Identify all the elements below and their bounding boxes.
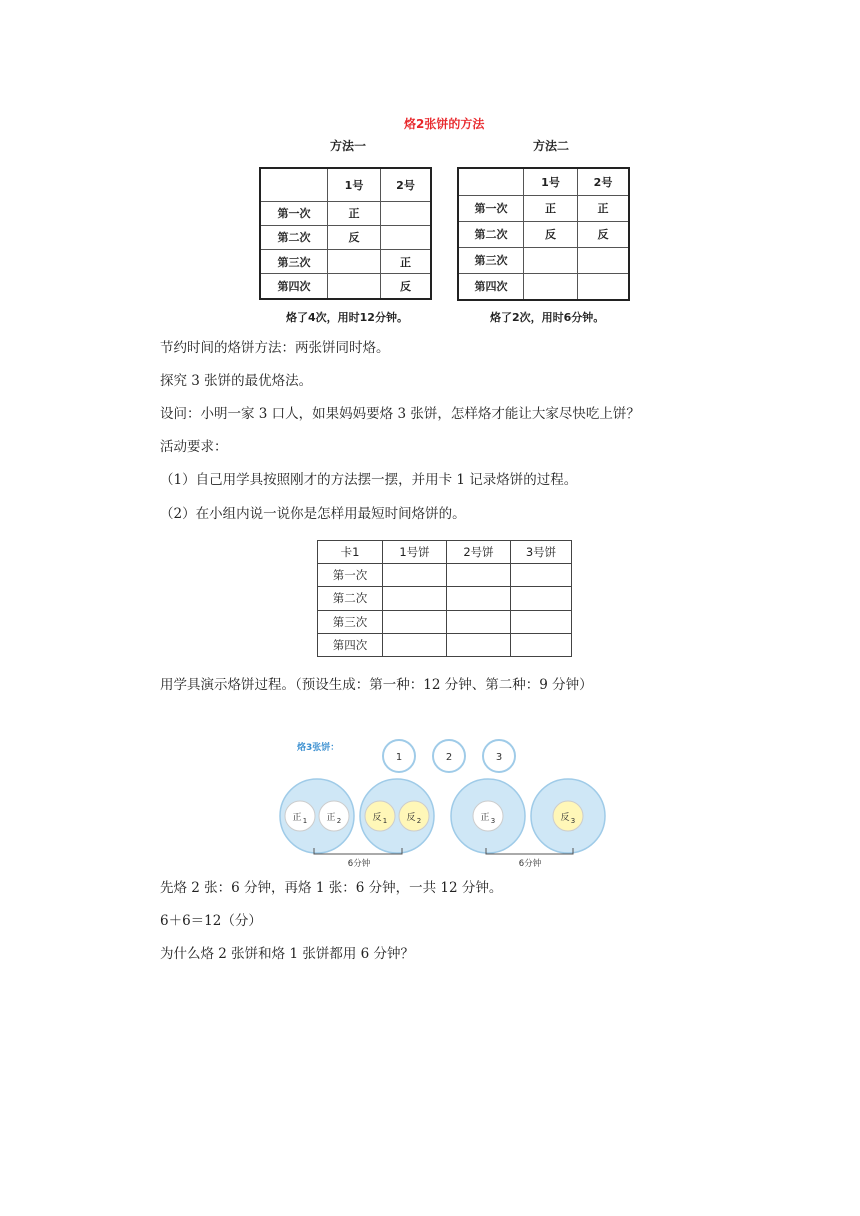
method1-cell [328,250,381,274]
figure-title: 烙2张饼的方法 [404,117,485,131]
method1-row-label: 第三次 [260,250,328,274]
method1-row-label: 第四次 [260,274,328,299]
card1-empty-cell [511,587,572,610]
method2-cell [578,273,630,300]
method2-cell [524,247,578,273]
card1-empty-cell [447,633,511,656]
method1-row-label: 第二次 [260,225,328,249]
time-label-1: 6分钟 [347,859,371,869]
pan-1-right-label: 正 [326,813,336,823]
method2-cell: 正 [578,195,630,221]
method1-cell [328,274,381,299]
pan-4-label: 反 [560,813,570,823]
paragraph-1: 节约时间的烙饼方法：两张饼同时烙。 [160,340,390,356]
method1-caption: 烙了4次，用时12分钟。 [286,311,408,324]
method1-label: 方法一 [330,139,367,153]
method2-cell [578,247,630,273]
method2-caption: 烙了2次，用时6分钟。 [490,311,605,324]
pan-2-right-label: 反 [406,813,416,823]
card1-row-label: 第四次 [318,633,383,656]
paragraph-3: 设问：小明一家 3 口人，如果妈妈要烙 3 张饼，怎样烙才能让大家尽快吃上饼？ [160,406,640,422]
paragraph-4: 活动要求： [160,439,228,455]
card1-row-label: 第三次 [318,610,383,633]
three-cakes-diagram [270,732,620,874]
paragraph-2: 探究 3 张饼的最优烙法。 [160,373,313,389]
method2-cell: 反 [578,221,630,247]
card1-empty-cell [447,564,511,587]
method2-cell: 正 [524,195,578,221]
method1-header-cell: 2号 [381,168,432,201]
method1-table [259,167,432,300]
method2-cell: 反 [524,221,578,247]
pan-1-right-sub: 2 [336,817,342,825]
cake-3-label: 3 [495,752,503,763]
paragraph-9: 6＋6＝12（分） [160,913,262,929]
diagram-title: 烙3张饼： [297,743,340,753]
card1-empty-cell [383,587,447,610]
method2-header-cell: 2号 [578,168,630,195]
card1-empty-cell [383,633,447,656]
paragraph-6: （2）在小组内说一说你是怎样用最短时间烙饼的。 [160,506,466,522]
method2-table [457,167,630,301]
cake-1-label: 1 [395,752,403,763]
time-label-2: 6分钟 [518,859,542,869]
method1-row-label: 第一次 [260,201,328,225]
card1-header-cell: 2号饼 [447,541,511,564]
paragraph-5: （1）自己用学具按照刚才的方法摆一摆，并用卡 1 记录烙饼的过程。 [160,472,578,488]
method2-cell [524,273,578,300]
pan-1-left-label: 正 [292,813,302,823]
method2-label: 方法二 [533,139,570,153]
card1-empty-cell [511,610,572,633]
pan-4-sub: 3 [570,817,576,825]
method1-cell: 反 [328,225,381,249]
method1-cell: 反 [381,274,432,299]
method2-header-cell [458,168,524,195]
method1-cell: 正 [381,250,432,274]
method2-header-cell: 1号 [524,168,578,195]
card1-empty-cell [447,587,511,610]
paragraph-8: 先烙 2 张：6 分钟，再烙 1 张：6 分钟，一共 12 分钟。 [160,880,503,896]
method1-cell: 正 [328,201,381,225]
method1-header-cell: 1号 [328,168,381,201]
pan-3-sub: 3 [490,817,496,825]
card1-empty-cell [511,564,572,587]
method1-header-cell [260,168,328,201]
pan-1-left-sub: 1 [302,817,308,825]
paragraph-10: 为什么烙 2 张饼和烙 1 张饼都用 6 分钟？ [160,946,415,962]
card1-row-label: 第二次 [318,587,383,610]
pan-2-right-sub: 2 [416,817,422,825]
paragraph-7: 用学具演示烙饼过程。（预设生成：第一种：12 分钟、第二种：9 分钟） [160,677,593,693]
card1-table [317,540,572,657]
card1-row-label: 第一次 [318,564,383,587]
method2-row-label: 第二次 [458,221,524,247]
method2-row-label: 第一次 [458,195,524,221]
card1-empty-cell [511,633,572,656]
method2-row-label: 第三次 [458,247,524,273]
pan-2-left-label: 反 [372,813,382,823]
method2-row-label: 第四次 [458,273,524,300]
card1-header-cell: 3号饼 [511,541,572,564]
card1-empty-cell [383,610,447,633]
pan-2-left-sub: 1 [382,817,388,825]
card1-header-cell: 1号饼 [383,541,447,564]
method1-cell [381,225,432,249]
method1-cell [381,201,432,225]
card1-header-cell: 卡1 [318,541,383,564]
cake-2-label: 2 [445,752,453,763]
card1-empty-cell [383,564,447,587]
card1-empty-cell [447,610,511,633]
pan-3-label: 正 [480,813,490,823]
